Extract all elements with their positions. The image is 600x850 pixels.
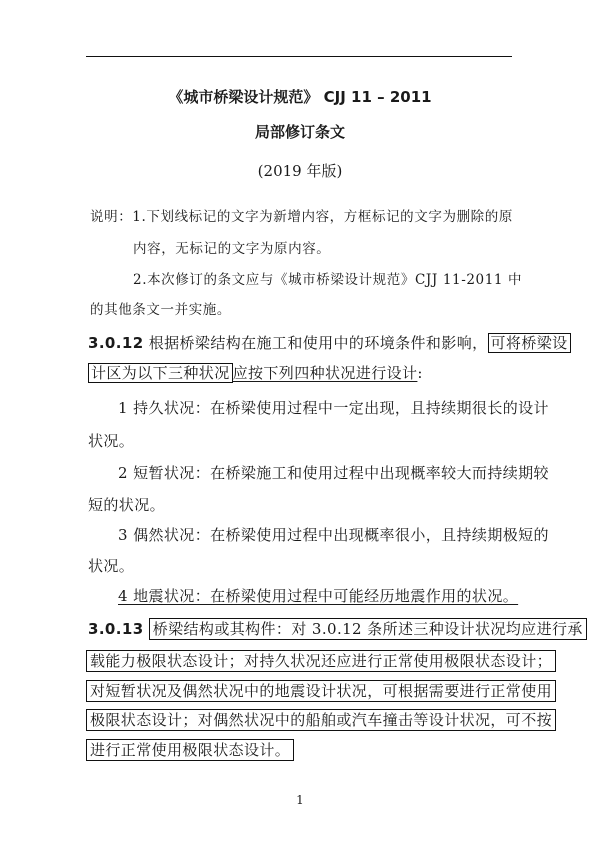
clause-3-0-13-line-4	[86, 709, 556, 730]
note-line-2: 内容，无标记的文字为原内容。	[133, 241, 331, 257]
note-line-3: 2.本次修订的条文应与《城市桥梁设计规范》CJJ 11-2011 中	[133, 272, 523, 288]
edition-label: (2019 年版)	[257, 162, 343, 180]
deleted-text: 对短暂状况及偶然状况中的地震设计状况，可根据需要进行正常使用	[86, 680, 556, 702]
deleted-text: 极限状态设计；对偶然状况中的船舶或汽车撞击等设计状况，可不按	[86, 709, 556, 731]
item-2-line-1: 2 短暂状况：在桥梁施工和使用过程中出现概率较大而持续期较	[118, 464, 549, 482]
inserted-text: 应按下列四种状况进行设计	[232, 364, 418, 382]
note-line-4: 的其他条文一并实施。	[90, 302, 231, 318]
deleted-text: 进行正常使用极限状态设计。	[86, 739, 294, 761]
inserted-text: 4 地震状况：在桥梁使用过程中可能经历地震作用的状况。	[118, 587, 519, 605]
clause-number: 3.0.12	[88, 334, 144, 352]
item-4	[118, 585, 518, 606]
item-1-line-1: 1 持久状况：在桥梁使用过程中一定出现，且持续期很长的设计	[118, 399, 549, 417]
document-subtitle: 局部修订条文	[254, 123, 345, 141]
document-title: 《城市桥梁设计规范》 CJJ 11 – 2011	[168, 88, 432, 106]
clause-3-0-12-second-line	[88, 362, 423, 383]
deleted-text: 可将桥梁设	[488, 333, 571, 353]
top-rule	[86, 56, 512, 57]
deleted-text: 载能力极限状态设计；对持久状况还应进行正常使用极限状态设计；	[86, 650, 556, 672]
page-number: 1	[296, 793, 304, 807]
item-1-line-2: 状况。	[88, 432, 135, 450]
item-3-line-2: 状况。	[88, 557, 135, 575]
clause-number: 3.0.13	[88, 620, 144, 638]
item-3-line-1: 3 偶然状况：在桥梁使用过程中出现概率很小，且持续期极短的	[118, 526, 549, 544]
clause-punctuation: :	[417, 364, 423, 382]
deleted-text: 桥梁结构或其构件：对 3.0.12 条所述三种设计状况均应进行承	[149, 618, 587, 640]
note-line-1: 说明：1.下划线标记的文字为新增内容，方框标记的文字为删除的原	[90, 209, 513, 225]
clause-3-0-13-line-2	[86, 650, 556, 671]
item-2-line-2: 短的状况。	[88, 496, 166, 514]
deleted-text: 计区为以下三种状况	[88, 363, 233, 383]
clause-3-0-12-first-line	[88, 332, 571, 353]
clause-3-0-13-line-1	[88, 618, 587, 639]
clause-3-0-13-line-5	[86, 739, 294, 760]
clause-text: 根据桥梁结构在施工和使用中的环境条件和影响，	[148, 334, 488, 352]
clause-3-0-13-line-3	[86, 680, 556, 701]
